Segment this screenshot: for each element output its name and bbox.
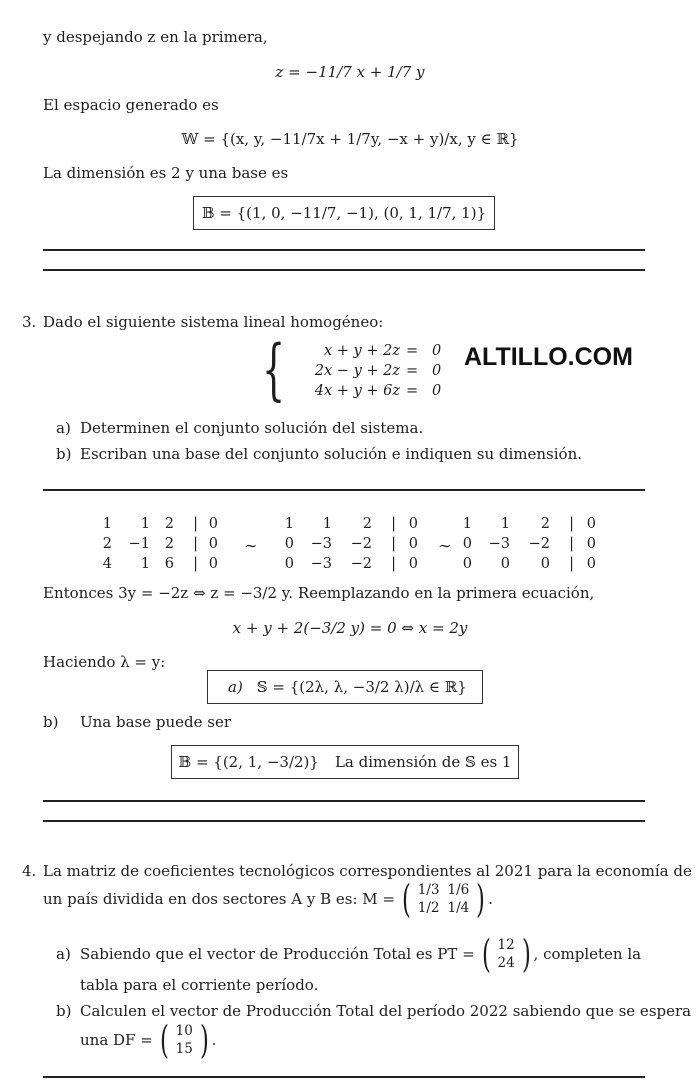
problem-4-number: 4. (22, 862, 37, 880)
right-paren: ) (199, 1018, 209, 1062)
matrix-cell: 1 (462, 516, 472, 532)
matrix-cell: 2 (102, 536, 112, 552)
matrix-cell: 1 (322, 516, 332, 532)
matrix-1 (100, 514, 218, 574)
p4-item-b-text: una DF = (80, 1031, 153, 1049)
base-box-text: 𝔹 = {(1, 0, −11/7, −1), (0, 1, 1/7, 1)} (201, 204, 487, 222)
matrix-cell: 0 (586, 536, 596, 552)
item-a-text: Determinen el conjunto solución del sistema. (80, 419, 424, 437)
matrix-row (100, 534, 218, 554)
answer-b-label: b) (43, 713, 59, 731)
matrix-cell: −3 (310, 556, 332, 572)
matrix-row (494, 936, 519, 954)
matrix-cell: 0 (408, 516, 418, 532)
problem-4-line2 (43, 879, 493, 919)
matrix-row (460, 554, 596, 574)
p4-item-a-line2: tabla para el corriente período. (80, 976, 319, 994)
matrix-cell: 4 (102, 556, 112, 572)
matrix-cell: −3 (488, 536, 510, 552)
answer-b-text: Una base puede ser (80, 713, 232, 731)
p4-item-b-label: b) (56, 1002, 72, 1020)
divider (43, 249, 645, 251)
system-lhs: 2x − y + 2z (314, 363, 400, 379)
matrix-cell: 24 (497, 955, 515, 971)
p4-item-a-text: Sabiendo que el vector de Producción Total es PT = (80, 945, 475, 963)
matrix-3 (460, 514, 596, 574)
right-paren: ) (521, 932, 531, 976)
matrix-cell: 10 (175, 1023, 193, 1039)
matrix-cell: 0 (586, 516, 596, 532)
matrix-cell: | (391, 516, 396, 532)
system-lhs: 4x + y + 6z (314, 383, 400, 399)
matrix-cell: | (569, 556, 574, 572)
matrix-cell: | (193, 516, 198, 532)
equation-x: x + y + 2(−3/2 y) = 0 ⇔ x = 2y (232, 619, 468, 637)
matrix-cell: 15 (175, 1041, 193, 1057)
matrix-cell: 2 (540, 516, 550, 532)
problem-3-number: 3. (22, 313, 37, 331)
matrix-cell: 0 (284, 556, 294, 572)
matrix-cell: 1 (140, 556, 150, 572)
matrix-cell: 1/2 (417, 900, 440, 916)
answer-a-set: 𝕊 = {(2λ, λ, −3/2 λ)/λ ∈ ℝ} (256, 678, 467, 696)
vector-PT (479, 932, 534, 976)
right-paren: ) (476, 877, 486, 921)
linear-system (262, 331, 442, 408)
matrix-row (414, 881, 473, 899)
p4-item-a-post: , completen la (533, 945, 642, 963)
matrix-2 (282, 514, 418, 574)
matrix-row (494, 954, 519, 972)
answer-a-label: a) (228, 678, 243, 696)
divider (43, 1076, 645, 1078)
matrix-row (282, 554, 418, 574)
item-b-text: Escriban una base del conjunto solución e indiquen su dimensión. (80, 445, 583, 463)
matrix-row (100, 514, 218, 534)
p4-item-a-label: a) (56, 945, 71, 963)
matrix-cell: 0 (586, 556, 596, 572)
divider (43, 269, 645, 271)
matrix-cell: 1/4 (447, 900, 470, 916)
matrix-row (282, 534, 418, 554)
matrix-cell: 6 (164, 556, 174, 572)
matrix-cell: 0 (208, 516, 218, 532)
matrix-row (414, 899, 473, 917)
system-lhs: x + y + 2z (324, 343, 400, 359)
item-b-label: b) (56, 445, 72, 463)
matrix-cell: −2 (528, 536, 550, 552)
base-box (193, 196, 495, 230)
matrix-cell: −1 (128, 536, 150, 552)
matrix-cell: −2 (350, 556, 372, 572)
divider (43, 489, 645, 491)
period: . (488, 890, 493, 908)
p4-item-a (56, 934, 641, 974)
answer-b-box (171, 745, 519, 779)
equation-z: z = −11/7 x + 1/7 y (275, 63, 425, 81)
divider (43, 800, 645, 802)
matrix-cell: 12 (497, 937, 515, 953)
matrix-cell: | (391, 536, 396, 552)
matrix-row (460, 534, 596, 554)
matrix-cell: 2 (164, 516, 174, 532)
matrix-cell: 0 (462, 536, 472, 552)
divider (43, 820, 645, 822)
espacio-text: El espacio generado es (43, 96, 219, 114)
matrix-M (399, 877, 488, 921)
left-brace: { (262, 331, 286, 408)
matrix-cell: | (193, 536, 198, 552)
tilde-symbol: ∼ (244, 536, 258, 555)
matrix-row (460, 514, 596, 534)
problem-4-line2-text: un país dividida en dos sectores A y B es: M = (43, 890, 395, 908)
matrix-cell: 0 (208, 536, 218, 552)
matrix-cell: 0 (408, 536, 418, 552)
matrix-cell: −2 (350, 536, 372, 552)
matrix-cell: | (569, 516, 574, 532)
matrix-cell: 0 (462, 556, 472, 572)
matrix-row (100, 554, 218, 574)
item-a-label: a) (56, 419, 71, 437)
matrix-cell: 2 (362, 516, 372, 532)
matrix-cell: 1 (500, 516, 510, 532)
intro-text: y despejando z en la primera, (43, 28, 268, 46)
matrix-cell: | (391, 556, 396, 572)
system-eq: = (406, 363, 419, 379)
system-eq: = (406, 383, 419, 399)
matrix-cell: 1 (284, 516, 294, 532)
p4-item-b-line1: Calculen el vector de Producción Total del período 2022 sabiendo que se espera (80, 1002, 692, 1020)
matrix-cell: 0 (408, 556, 418, 572)
vector-DF (157, 1018, 212, 1062)
dimension-text: La dimensión es 2 y una base es (43, 164, 289, 182)
matrix-cell: | (193, 556, 198, 572)
system-rhs: 0 (432, 383, 442, 399)
problem-4-line1: La matriz de coeficientes tecnológicos correspondientes al 2021 para la economía de (43, 862, 692, 880)
matrix-cell: 1/6 (447, 882, 470, 898)
set-W: 𝕎 = {(x, y, −11/7x + 1/7y, −x + y)/x, y ∈ ℝ} (181, 130, 519, 148)
entonces-text: Entonces 3y = −2z ⇔ z = −3/2 y. Reemplazando en la primera ecuación, (43, 584, 595, 602)
matrix-row (172, 1040, 197, 1058)
matrix-cell: −3 (310, 536, 332, 552)
matrix-cell: 0 (540, 556, 550, 572)
answer-b-dimension: La dimensión de 𝕊 es 1 (334, 753, 512, 771)
matrix-cell: 0 (284, 536, 294, 552)
p4-item-b-line2 (80, 1020, 216, 1060)
system-rhs: 0 (432, 343, 442, 359)
left-paren: ( (159, 1018, 169, 1062)
matrix-cell: 1 (140, 516, 150, 532)
answer-b-base: 𝔹 = {(2, 1, −3/2)} (178, 753, 319, 771)
haciendo-text: Haciendo λ = y: (43, 653, 166, 671)
matrix-cell: | (569, 536, 574, 552)
answer-a-box (207, 670, 483, 704)
system-eq: = (406, 343, 419, 359)
matrix-cell: 0 (500, 556, 510, 572)
altillo-logo: ALTILLO.COM (464, 343, 633, 371)
matrix-cell: 1/3 (417, 882, 440, 898)
system-rhs: 0 (432, 363, 442, 379)
matrix-row (172, 1022, 197, 1040)
left-paren: ( (401, 877, 411, 921)
tilde-symbol: ∼ (438, 536, 452, 555)
matrix-row (282, 514, 418, 534)
period: . (211, 1031, 217, 1049)
matrix-cell: 0 (208, 556, 218, 572)
matrix-cell: 1 (102, 516, 112, 532)
problem-3-statement: Dado el siguiente sistema lineal homogéneo: (43, 313, 384, 331)
matrix-cell: 2 (164, 536, 174, 552)
left-paren: ( (481, 932, 491, 976)
